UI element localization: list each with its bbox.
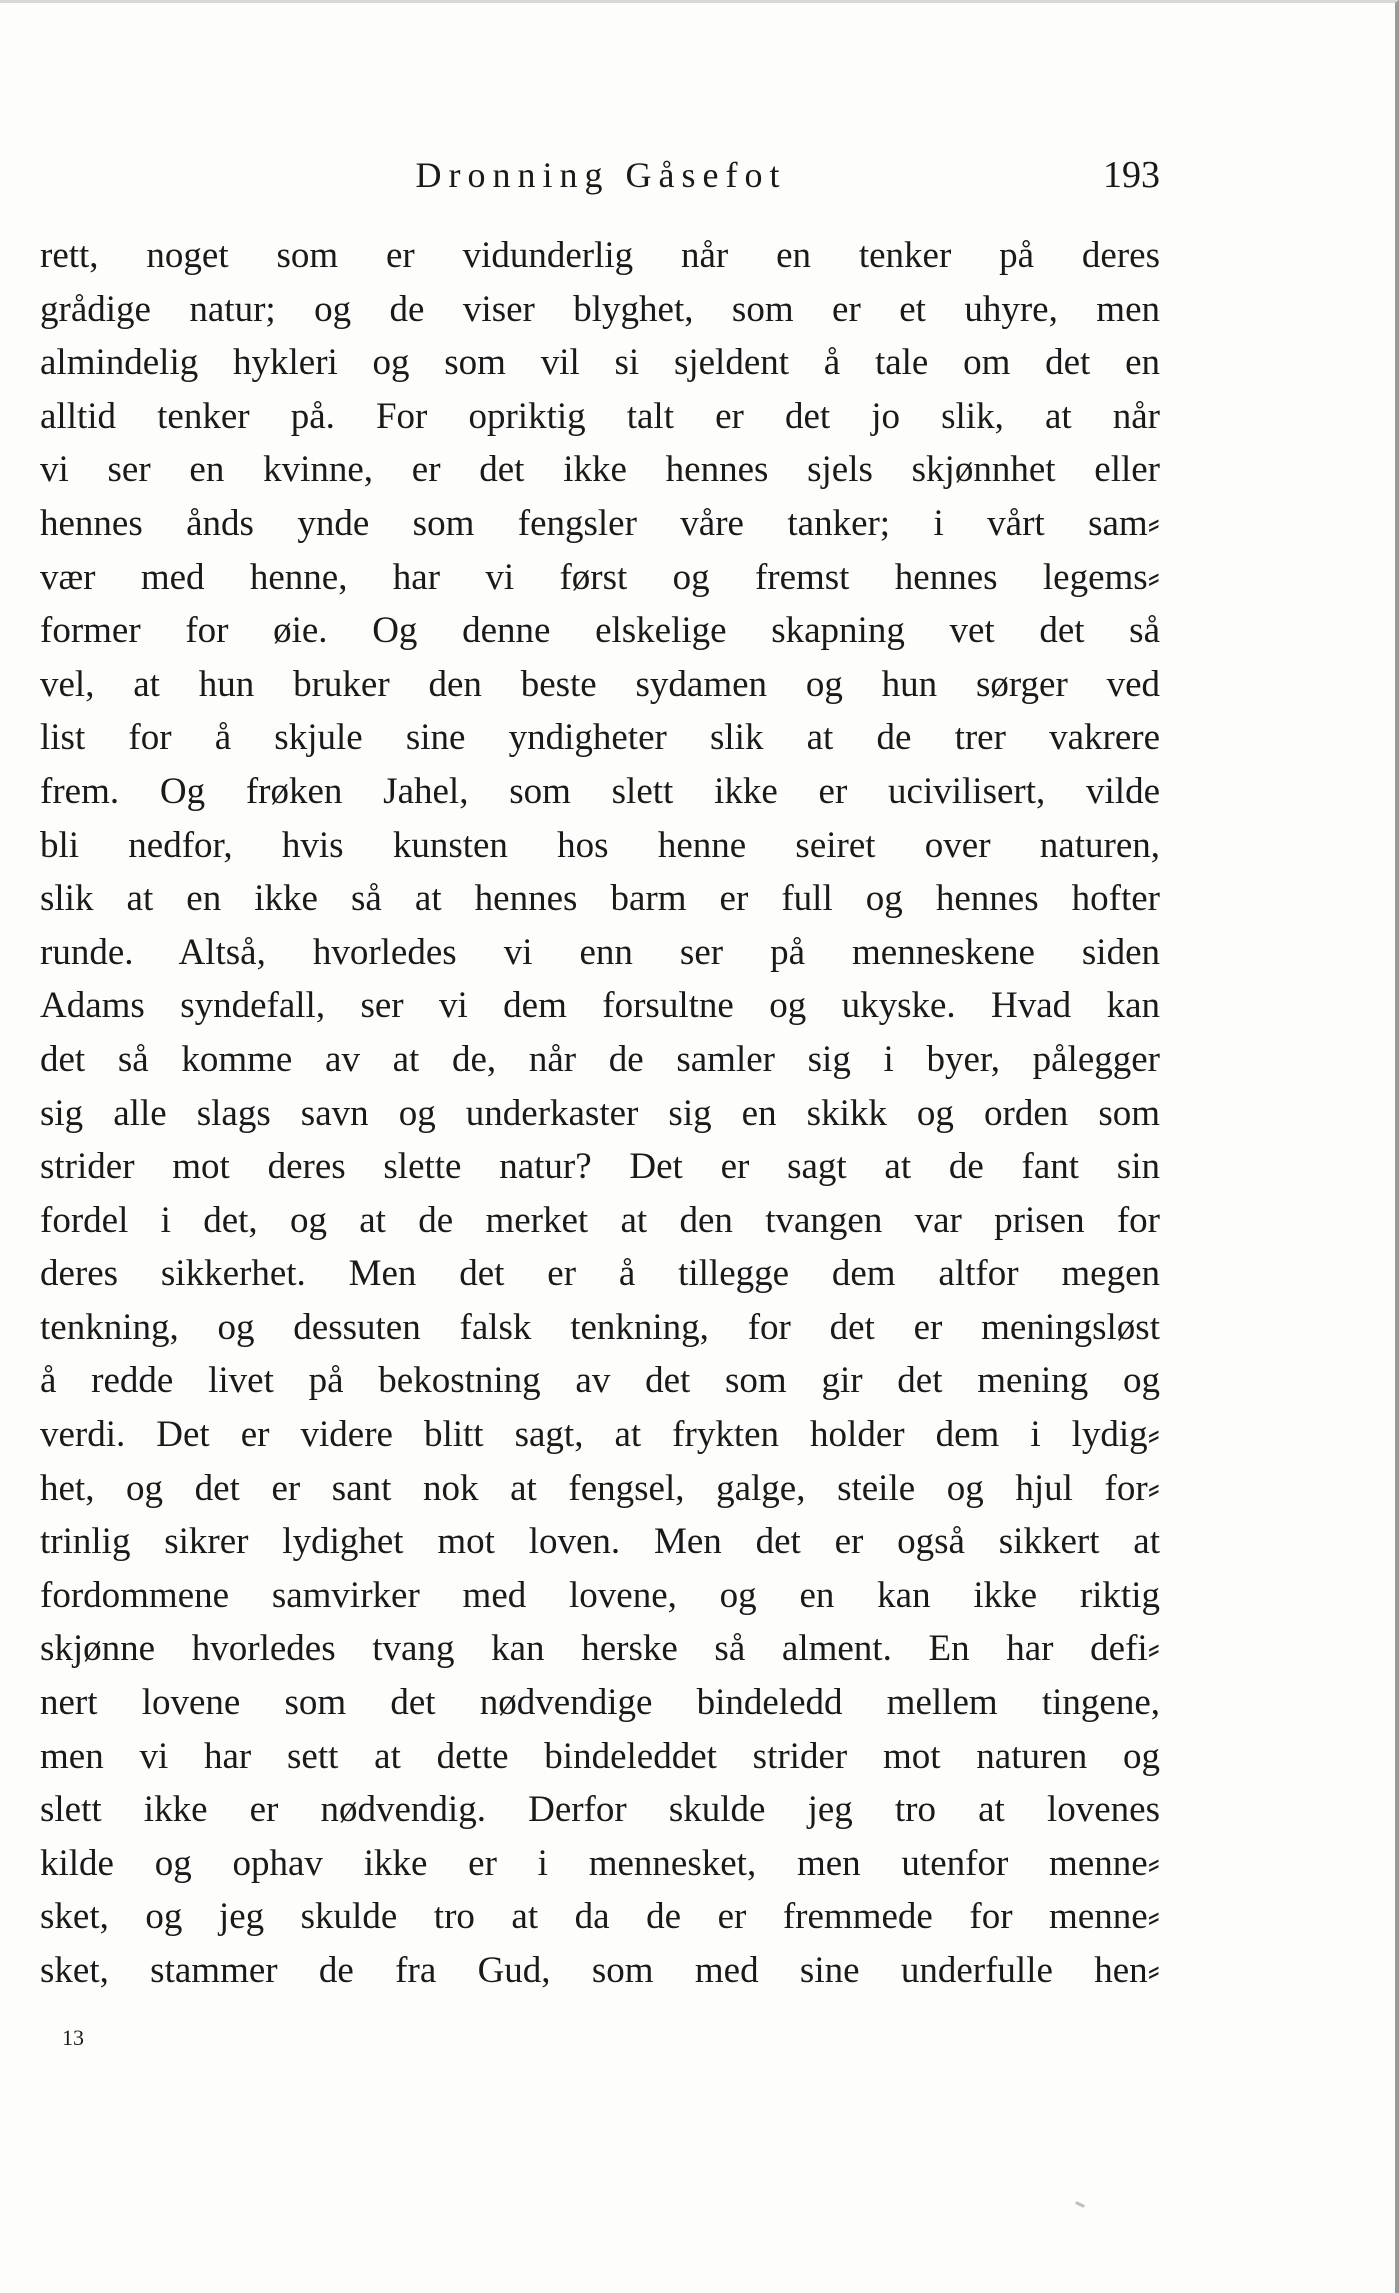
text-line: Adams syndefall, ser vi dem forsultne og ukyske. Hvad kan: [40, 985, 1160, 1027]
text-line: skjønne hvorledes tvang kan herske så alment. En har defi⸗: [40, 1628, 1160, 1670]
text-line: sket, og jeg skulde tro at da de er fremmede for menne⸗: [40, 1896, 1160, 1938]
text-line: vær med henne, har vi først og fremst hennes legems⸗: [40, 556, 1160, 598]
text-line: slik at en ikke så at hennes barm er full og hennes hofter: [40, 878, 1160, 920]
text-line: vel, at hun bruker den beste sydamen og hun sørger ved: [40, 663, 1160, 705]
text-line: almindelig hykleri og som vil si sjeldent å tale om det en: [40, 342, 1160, 384]
body-text: [40, 229, 1160, 1998]
text-line: grådige natur; og de viser blyghet, som er et uhyre, men: [40, 288, 1160, 330]
text-line: hennes ånds ynde som fengsler våre tanker; i vårt sam⸗: [40, 502, 1160, 544]
text-line: strider mot deres slette natur? Det er sagt at de fant sin: [40, 1146, 1160, 1188]
running-head: [42, 145, 1160, 205]
text-line: het, og det er sant nok at fengsel, galge, steile og hjul for⸗: [40, 1467, 1160, 1509]
text-line: vi ser en kvinne, er det ikke hennes sjels skjønnhet eller: [40, 449, 1160, 491]
text-line: deres sikkerhet. Men det er å tillegge dem altfor megen: [40, 1253, 1160, 1295]
text-line: slett ikke er nødvendig. Derfor skulde jeg tro at lovenes: [40, 1789, 1160, 1831]
text-line: former for øie. Og denne elskelige skapning vet det så: [40, 610, 1160, 652]
text-line: kilde og ophav ikke er i mennesket, men utenfor menne⸗: [40, 1842, 1160, 1884]
text-line: trinlig sikrer lydighet mot loven. Men det er også sikkert at: [40, 1521, 1160, 1563]
paper-speck: [1075, 2201, 1085, 2208]
text-line: nert lovene som det nødvendige bindeledd mellem tingene,: [40, 1682, 1160, 1724]
text-line: sig alle slags savn og underkaster sig en skikk og orden som: [40, 1092, 1160, 1134]
text-line: sket, stammer de fra Gud, som med sine underfulle hen⸗: [40, 1950, 1160, 1991]
text-line: frem. Og frøken Jahel, som slett ikke er ucivilisert, vilde: [40, 770, 1160, 812]
running-title: Dronning Gåsefot: [415, 155, 787, 195]
text-line: verdi. Det er videre blitt sagt, at frykten holder dem i lydig⸗: [40, 1414, 1160, 1456]
text-line: list for å skjule sine yndigheter slik at de trer vakrere: [40, 717, 1160, 759]
text-line: runde. Altså, hvorledes vi enn ser på menneskene siden: [40, 931, 1160, 973]
page-number: 193: [1103, 154, 1160, 196]
text-line: å redde livet på bekostning av det som gir det mening og: [40, 1360, 1160, 1402]
text-line: rett, noget som er vidunderlig når en tenker på deres: [40, 235, 1160, 276]
text-line: det så komme av at de, når de samler sig i byer, pålegger: [40, 1038, 1160, 1080]
text-line: bli nedfor, hvis kunsten hos henne seiret over naturen,: [40, 824, 1160, 866]
text-line: men vi har sett at dette bindeleddet strider mot naturen og: [40, 1735, 1160, 1777]
text-line: alltid tenker på. For opriktig talt er det jo slik, at når: [40, 395, 1160, 437]
text-line: tenkning, og dessuten falsk tenkning, for det er meningsløst: [40, 1306, 1160, 1348]
text-line: fordel i det, og at de merket at den tvangen var prisen for: [40, 1199, 1160, 1241]
signature-mark: 13: [62, 2025, 84, 2050]
text-line: fordommene samvirker med lovene, og en kan ikke riktig: [40, 1574, 1160, 1616]
